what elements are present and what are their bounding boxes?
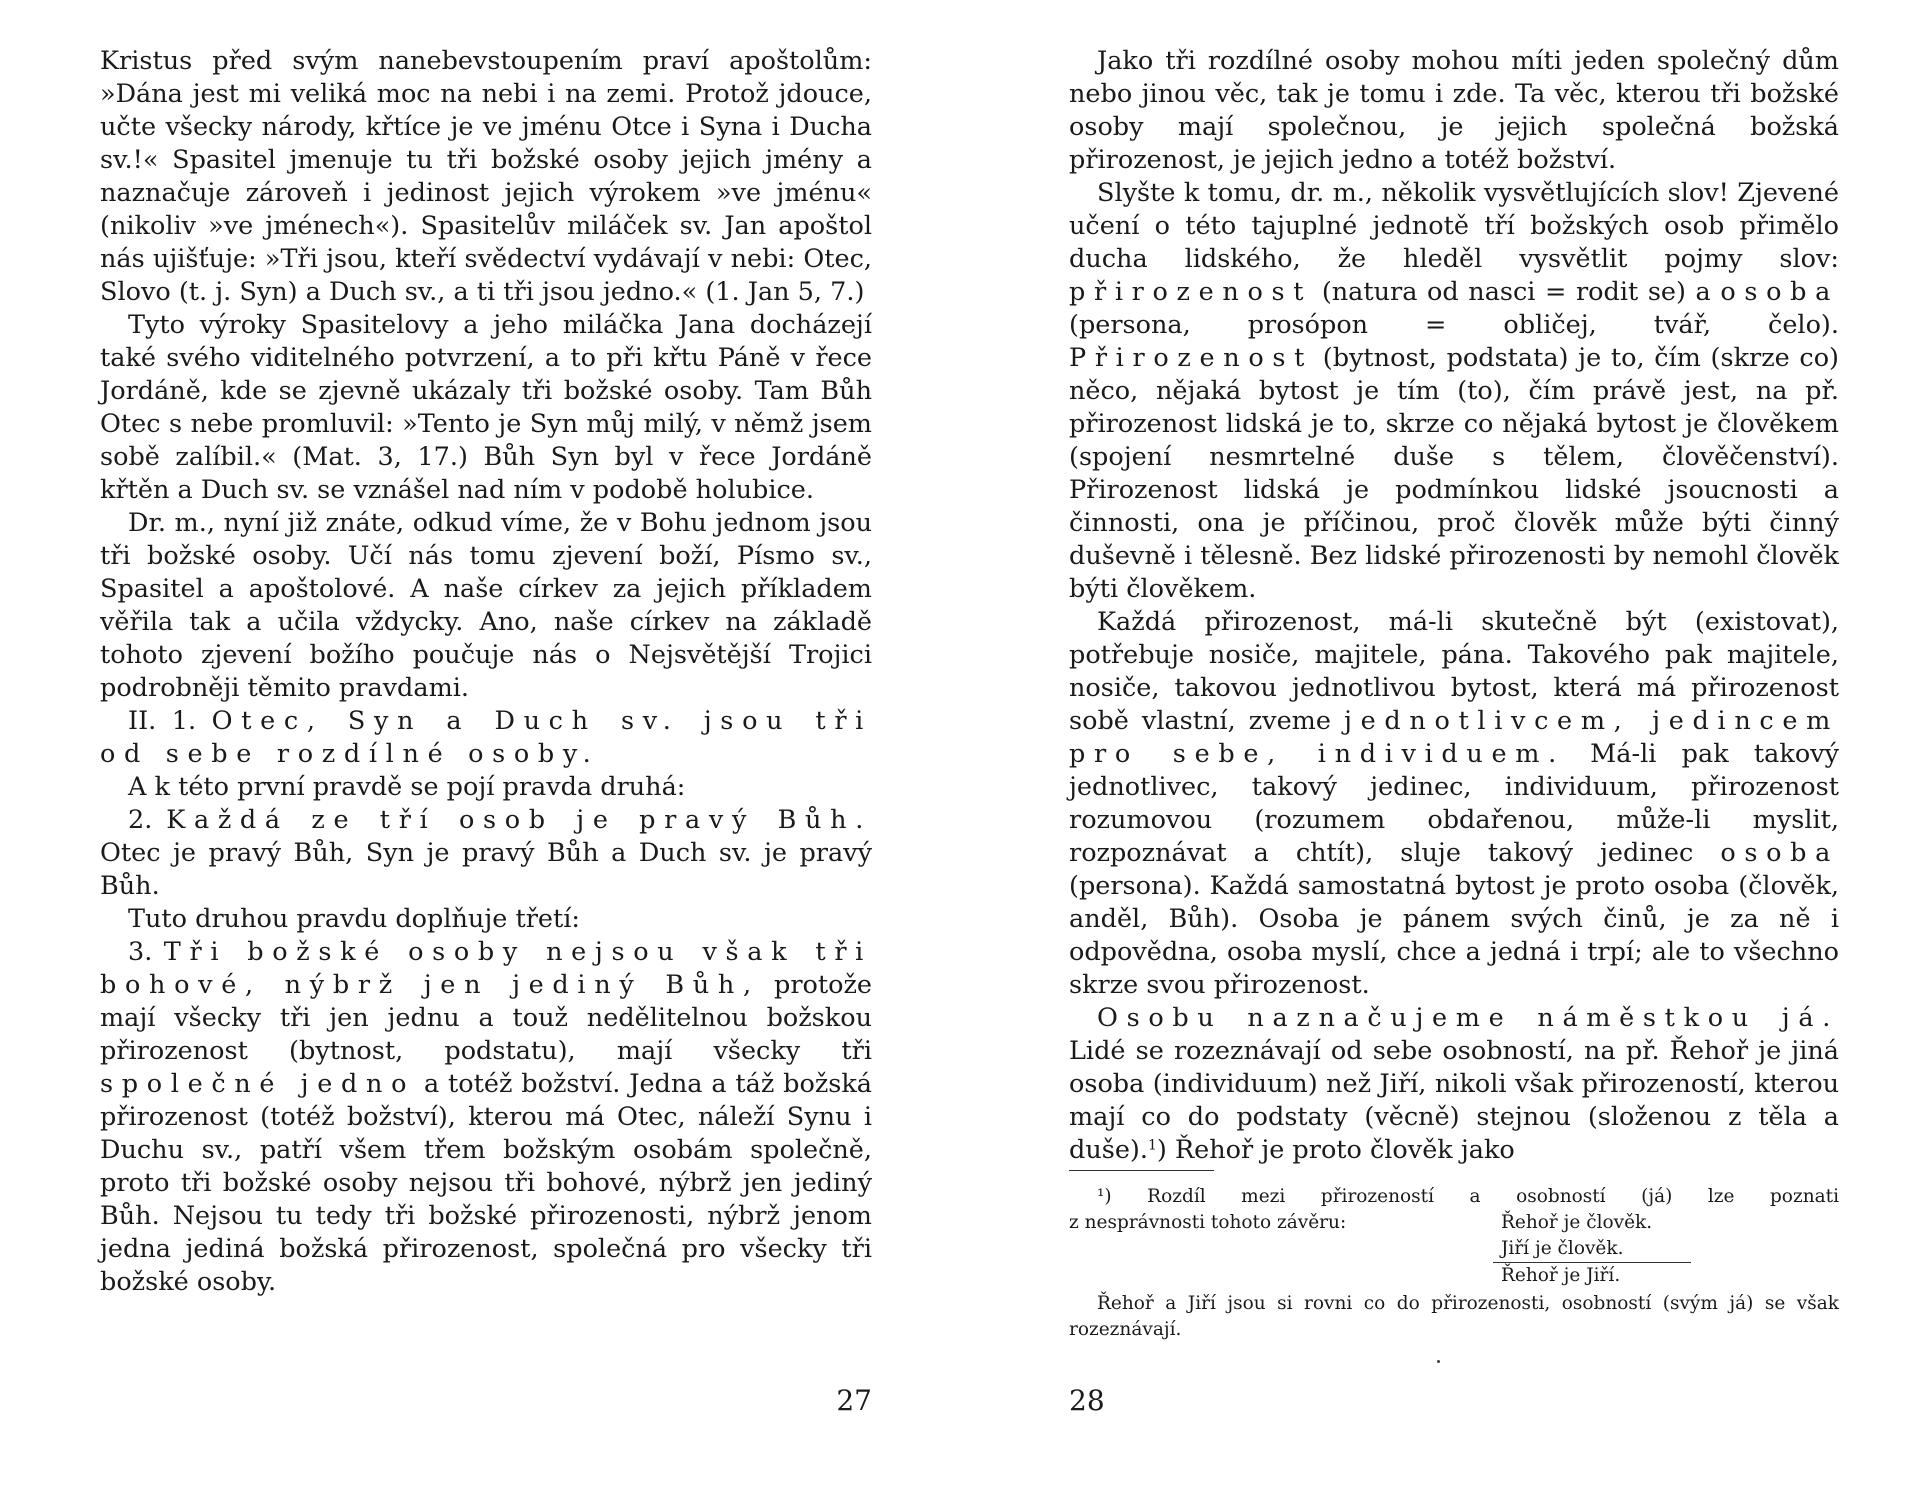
paragraph [1069, 177, 1839, 606]
print-speck [1437, 1360, 1440, 1363]
spaced-text: Tři božské osoby nejsou však tři bohové, nýbrž jen jediný Bůh, [100, 937, 872, 1000]
text: (bytnost, podstata) je to, čím (skrze co) něco, nějaká bytost je tím (to), čím právě jest, na př. přirozenost lidská je to, skrze co nějaká bytost je člověkem (spojení nesmrtelné duše s tělem, člověčenství). Přirozenost lidská je podmínkou lidské jsoucnosti a činnosti, ona je příčinou, proč člověk může býti činný duševně i tělesně. Bez lidské přirozenosti by nemohl člověk býti člověkem. [1069, 343, 1840, 604]
numbering: 2. [128, 805, 153, 835]
left-page-text [100, 45, 872, 1299]
paragraph: Tuto druhou pravdu doplňuje třetí: [128, 904, 580, 934]
spaced-text: Otec, Syn a Duch sv. jsou tři od sebe rozdílné osoby. [100, 706, 872, 769]
text: Každá přirozenost, má-li skutečně být (existovat), potřebuje nosiče, majitele, pána. Takového pak majitele, nosiče, takovou jednotlivou bytost, která má přirozenost sobě vlastní, zveme [1069, 607, 1839, 736]
paragraph [100, 936, 872, 1299]
paragraph: Tyto výroky Spasitelovy a jeho miláčka Jana docházejí také svého viditelného potvrzení, a to při křtu Páně v řece Jordáně, kde se zjevně ukázaly tři božské osoby. Tam Bůh Otec s nebe promluvil: »Tento je Syn můj milý, v němž jsem sobě zalíbil.« (Mat. 3, 17.) Bůh Syn byl v řece Jordáně křtěn a Duch sv. se vznášel nad ním v podobě holubice. [100, 310, 872, 505]
text: Otec je pravý Bůh, Syn je pravý Bůh a Duch sv. je pravý Bůh. [100, 838, 872, 901]
footnote-rule [1069, 1170, 1214, 1171]
paragraph: Jako tři rozdílné osoby mohou míti jeden společný dům nebo jinou věc, tak je tomu i zde. Ta věc, kterou tři božské osoby mají společnou, je jejich společná božská přirozenost, je jejich jedno a totéž božství. [1069, 46, 1839, 175]
numbering: 3. [128, 937, 153, 967]
spaced-text: osoba [1720, 277, 1840, 307]
spaced-text: osoba [1720, 838, 1839, 868]
spaced-text: Každá ze tří osob je pravý Bůh. [166, 805, 872, 835]
right-page-text [1069, 45, 1839, 1167]
paragraph [1069, 1002, 1839, 1167]
spaced-text: Přirozenost [1069, 343, 1314, 373]
footnote-text: Řehoř a Jiří jsou si rovni co do přirozenosti, osobností (svým já) se však rozeznávají. [1069, 1293, 1839, 1340]
spaced-text: přirozenost [1069, 277, 1313, 307]
footnote [1069, 1184, 1839, 1343]
text: ) Řehoř je proto člověk jako [1156, 1135, 1515, 1165]
footnote-line [1069, 1184, 1839, 1210]
spaced-text: společné jedno [100, 1069, 416, 1099]
text: Má-li pak takový jednotlivec, takový jedinec, individuum, přirozenost rozumovou (rozumem obdařenou, může-li myslit, rozpoznávat a chtít), sluje takový jedinec [1069, 739, 1839, 868]
paragraph: A k této první pravdě se pojí pravda druhá: [128, 772, 686, 802]
paragraph: Kristus před svým nanebevstoupením praví apoštolům: »Dána jest mi veliká moc na nebi i na zemi. Protož jdouce, učte všecky národy, křtíce je ve jménu Otce i Syna i Ducha sv.!« Spasitel jmenuje tu tři božské osoby jejich jmény a naznačuje zároveň i jedinost jejich výrokem »ve jménu« (nikoliv »ve jménech«). Spasitelův miláček sv. Jan apoštol nás ujišťuje: »Tři jsou, kteří svědectví vydávají v nebi: Otec, Slovo (t. j. Syn) a Duch sv., a ti tři jsou jedno.« (1. Jan 5, 7.) [100, 46, 872, 307]
text: (natura od nasci = rodit se) a [1321, 277, 1711, 307]
footnote-reference: 1 [1147, 1137, 1157, 1154]
text: a totéž božství. Jedna a táž božská přirozenost (totéž božství), kterou má Otec, náleží Synu i Duchu sv., patří všem třem božským osobám společně, proto tři božské osoby nejsou tři bohové, nýbrž jen jediný Bůh. Nejsou tu tedy tři božské přirozenosti, nýbrž jenom jedna jediná božská přirozenost, společná pro všecky tři božské osoby. [100, 1069, 872, 1297]
footnote-text: z nesprávnosti tohoto závěru: [1069, 1212, 1347, 1233]
spaced-text: jednotlivcem, jedincem pro sebe, individuem. [1069, 706, 1839, 769]
numbering: II. 1. [128, 706, 197, 736]
paragraph [1069, 606, 1839, 1002]
text: protože mají všecky tři jen jednu a touž nedělitelnou božskou přirozenost (bytnost, podstatu), mají všecky tři [100, 970, 872, 1066]
paragraph: Dr. m., nyní již znáte, odkud víme, že v Bohu jednom jsou tři božské osoby. Učí nás tomu zjevení boží, Písmo sv., Spasitel a apoštolové. A naše církev za jejich příkladem věřila tak a učila vždycky. Ano, naše církev na základě tohoto zjevení božího poučuje nás o Nejsvětější Trojici podrobněji těmito pravdami. [100, 508, 872, 703]
footnote-marker: ¹) [1097, 1186, 1112, 1207]
paragraph [100, 804, 872, 903]
syllogism-premise: Řehoř je člověk. [1501, 1212, 1653, 1233]
text: (persona, prosópon = obličej, tvář, čelo). [1069, 310, 1839, 340]
footnote-line [1069, 1210, 1839, 1236]
paragraph [100, 705, 872, 771]
spaced-text: Osobu naznačujeme náměstkou já. [1097, 1003, 1839, 1033]
text: Lidé se rozeznávají od sebe osobností, na př. Řehoř je jiná osoba (individuum) než Jiří, nikoli však přirozeností, kterou mají co do podstaty (věcně) stejnou (složenou z těla a duše). [1069, 1036, 1839, 1165]
footnote-text: Rozdíl mezi přirozeností a osobností (já) lze poznati [1147, 1186, 1839, 1207]
syllogism-conclusion: Řehoř je Jiří. [1501, 1265, 1621, 1286]
syllogism-premise: Jiří je člověk. [1501, 1238, 1624, 1259]
text: Slyšte k tomu, dr. m., několik vysvětlujících slov! Zjevené učení o této tajuplné jednotě tří božských osob přimělo ducha lidského, že hleděl vysvětlit pojmy slov: [1069, 178, 1839, 274]
text: (persona). Každá samostatná bytost je proto osoba (člověk, anděl, Bůh). Osoba je pánem svých činů, je za ně i odpovědna, osoba myslí, chce a jedná i trpí; ale to všechno skrze svou přirozenost. [1069, 871, 1839, 1000]
page-number: 28 [1069, 1384, 1105, 1417]
page-number: 27 [836, 1384, 872, 1417]
